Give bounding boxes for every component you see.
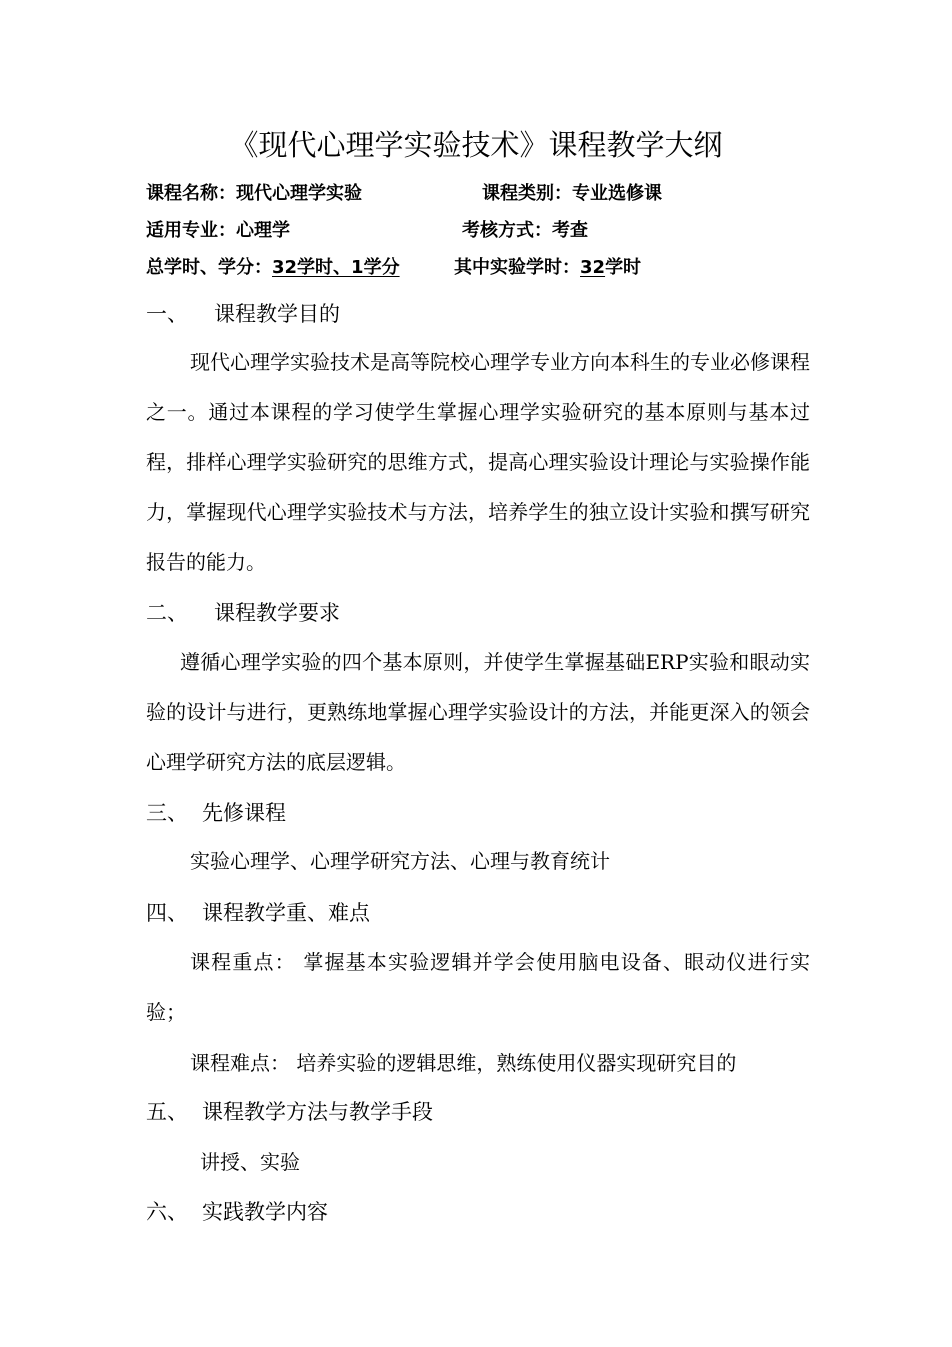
lab-hours-field — [454, 255, 641, 281]
lab-hours-unit: 学时 — [605, 257, 642, 278]
major-value: 心理学 — [236, 220, 290, 241]
course-name-value: 现代心理学实验 — [236, 183, 362, 204]
difficulty-text: 课程难点： 培养实验的逻辑思维，熟练使用仪器实现研究目的 — [190, 1051, 737, 1075]
section-title: 实践教学内容 — [202, 1200, 328, 1224]
section-number: 一、 — [146, 302, 188, 326]
section-body-3: 实验心理学、心理学研究方法、心理与教育统计 — [190, 849, 610, 873]
section-heading-1 — [146, 299, 340, 329]
hours-field — [146, 255, 400, 281]
lab-hours-number: 32 — [580, 257, 606, 278]
section-title: 课程教学方法与教学手段 — [202, 1100, 433, 1124]
course-type-field — [482, 181, 662, 207]
section-number: 三、 — [146, 801, 188, 825]
document-title: 《现代心理学实验技术》课程教学大纲 — [229, 128, 723, 162]
section-title: 先修课程 — [202, 801, 286, 825]
section-heading-4 — [146, 898, 370, 928]
section-number: 四、 — [146, 901, 188, 925]
hours-value: 32学时、1学分 — [272, 257, 400, 278]
assessment-value: 考查 — [552, 220, 588, 241]
section-heading-2 — [146, 598, 340, 628]
key-point-text: 课程重点： 掌握基本实验逻辑并学会使用脑电设备、眼动仪进行实验； — [146, 950, 810, 1024]
lab-hours-label: 其中实验学时： — [454, 257, 580, 278]
major-field — [146, 218, 290, 244]
section-title: 课程教学重、难点 — [202, 901, 370, 925]
section-title: 课程教学要求 — [214, 601, 340, 625]
assessment-label: 考核方式： — [462, 220, 552, 241]
hours-label: 总学时、学分： — [146, 257, 272, 278]
section-title: 课程教学目的 — [214, 302, 340, 326]
course-name-label: 课程名称： — [146, 183, 236, 204]
section-body-2: 遵循心理学实验的四个基本原则，并使学生掌握基础ERP实验和眼动实验的设计与进行，更熟练地掌握心理学实验设计的方法，并能更深入的领会心理学研究方法的底层逻辑。 — [146, 650, 810, 774]
course-type-label: 课程类别： — [482, 183, 572, 204]
major-label: 适用专业： — [146, 220, 236, 241]
section-body-5: 讲授、实验 — [200, 1150, 300, 1174]
section-number: 二、 — [146, 601, 188, 625]
course-type-value: 专业选修课 — [572, 183, 662, 204]
section-number: 五、 — [146, 1100, 188, 1124]
course-name-field — [146, 181, 362, 207]
section-heading-3 — [146, 798, 286, 828]
section-number: 六、 — [146, 1200, 188, 1224]
section-heading-6 — [146, 1197, 328, 1227]
section-heading-5 — [146, 1097, 433, 1127]
assessment-field — [462, 218, 588, 244]
section-body-1: 现代心理学实验技术是高等院校心理学专业方向本科生的专业必修课程之一。通过本课程的学习使学生掌握心理学实验研究的基本原则与基本过程，排样心理学实验研究的思维方式，提高心理实验设计理论与实验操作能力，掌握现代心理学实验技术与方法，培养学生的独立设计实验和撰写研究报告的能力。 — [146, 350, 810, 574]
